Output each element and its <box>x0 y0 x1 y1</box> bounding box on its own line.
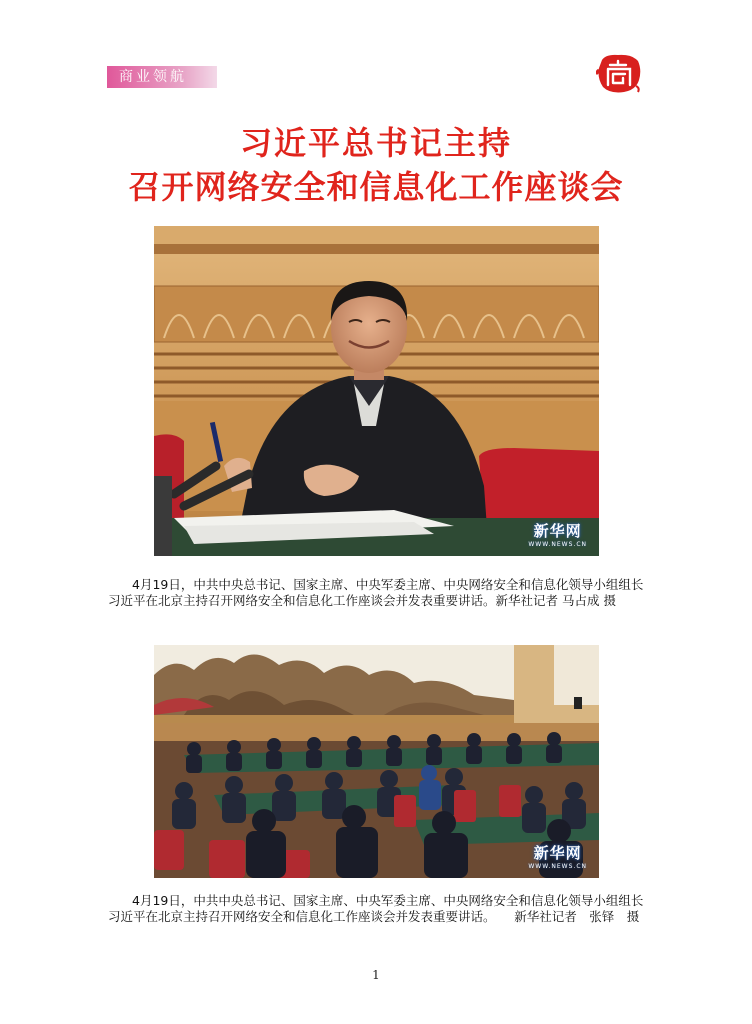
page-number: 1 <box>372 968 380 982</box>
watermark-brand: 新华网 <box>533 844 582 862</box>
section-tag: 商业领航 <box>107 66 217 88</box>
watermark-url: WWW.NEWS.CN <box>528 863 587 870</box>
article-title-line-1: 习近平总书记主持 <box>239 124 512 162</box>
photo-speaker-illustration <box>154 226 599 556</box>
watermark-url: WWW.NEWS.CN <box>528 541 587 548</box>
photo-caption: 4月19日，中共中央总书记、国家主席、中央军委主席、中央网络安全和信息化领导小组组长习近平在北京主持召开网络安全和信息化工作座谈会并发表重要讲话。 新华社记者 张铎 摄 <box>108 893 644 924</box>
photo-meeting-hall <box>154 645 599 878</box>
photo-caption: 4月19日，中共中央总书记、国家主席、中央军委主席、中央网络安全和信息化领导小组组长习近平在北京主持召开网络安全和信息化工作座谈会并发表重要讲话。新华社记者 马占成 摄 <box>108 577 644 608</box>
watermark-brand: 新华网 <box>533 522 582 540</box>
article-title-line-2: 召开网络安全和信息化工作座谈会 <box>128 168 624 206</box>
red-seal-icon <box>596 52 642 94</box>
watermark <box>528 520 587 548</box>
watermark <box>528 842 587 870</box>
photo-speaker <box>154 226 599 556</box>
